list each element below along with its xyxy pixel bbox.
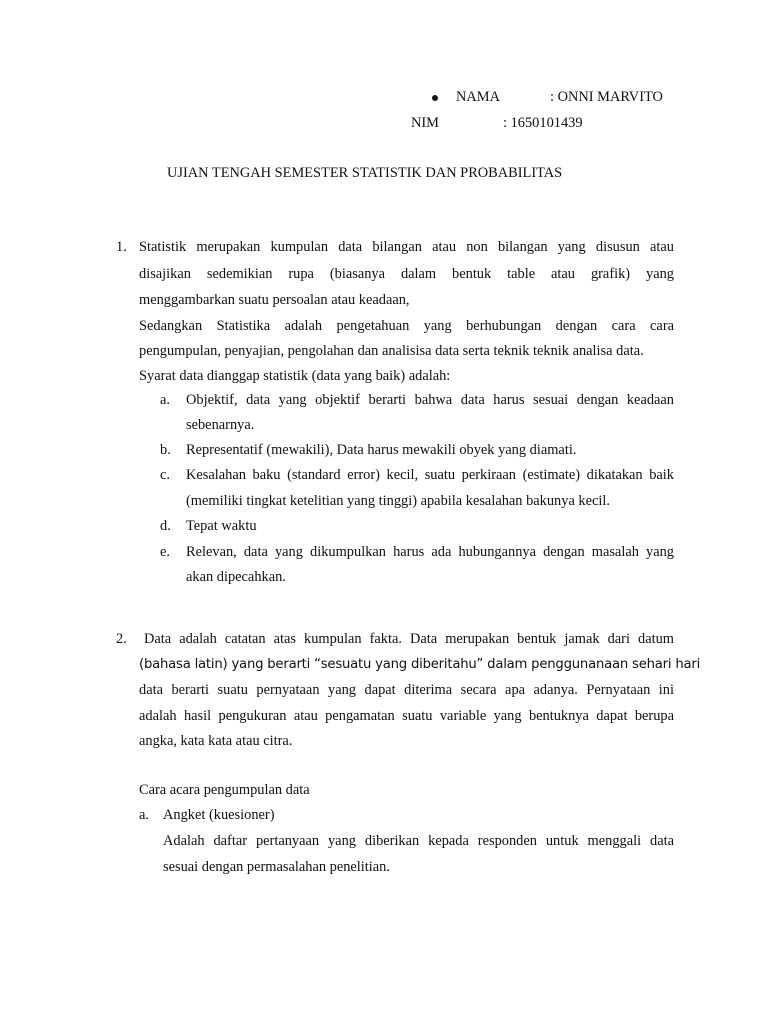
bullet-icon	[432, 95, 438, 101]
list-marker: d.	[160, 518, 171, 534]
list-marker: e.	[160, 544, 170, 560]
list-item-line: Representatif (mewakili), Data harus mewakili obyek yang diamati.	[186, 442, 577, 458]
list-item-line: (memiliki tingkat ketelitian yang tinggi) apabila kesalahan bakunya kecil.	[186, 493, 610, 509]
q1-line: disajikan sedemikian rupa (biasanya dalam bentuk table atau grafik) yang	[139, 266, 674, 282]
name-value: : ONNI MARVITO	[550, 89, 663, 105]
page-title: UJIAN TENGAH SEMESTER STATISTIK DAN PROBABILITAS	[167, 165, 563, 181]
q1-line: pengumpulan, penyajian, pengolahan dan analisisa data serta teknik teknik analisa data.	[139, 343, 644, 359]
list-marker: a.	[160, 392, 170, 408]
q1-line: menggambarkan suatu persoalan atau keadaan,	[139, 292, 410, 308]
q2-subheading: Cara acara pengumpulan data	[139, 782, 310, 798]
list-item-line: Kesalahan baku (standard error) kecil, suatu perkiraan (estimate) dikatakan baik	[186, 467, 674, 483]
list-item-line: akan dipecahkan.	[186, 569, 286, 585]
q2-line: Data adalah catatan atas kumpulan fakta. Data merupakan bentuk jamak dari datum	[144, 631, 674, 647]
q2-number: 2.	[116, 631, 127, 647]
list-item-line: sesuai dengan permasalahan penelitian.	[163, 859, 390, 875]
q1-line: Syarat data dianggap statistik (data yang baik) adalah:	[139, 368, 451, 384]
q2-line: data berarti suatu pernyataan yang dapat diterima secara apa adanya. Pernyataan ini	[139, 682, 674, 698]
list-item-line: Objektif, data yang objektif berarti bahwa data harus sesuai dengan keadaan	[186, 392, 674, 408]
list-item-line: Tepat waktu	[186, 518, 257, 534]
list-item-line: sebenarnya.	[186, 417, 255, 433]
list-marker: b.	[160, 442, 171, 458]
name-label: NAMA	[456, 89, 500, 105]
q2-line: (bahasa latin) yang berarti “sesuatu yang diberitahu” dalam penggunanaan sehari hari	[139, 657, 701, 672]
list-marker: a.	[139, 807, 149, 823]
q2-line: adalah hasil pengukuran atau pengamatan suatu variable yang bentuknya dapat berupa	[139, 708, 674, 724]
q2-line: angka, kata kata atau citra.	[139, 733, 293, 749]
nim-value: : 1650101439	[503, 115, 583, 131]
nim-label: NIM	[411, 115, 439, 131]
list-marker: c.	[160, 467, 170, 483]
q1-line: Statistik merupakan kumpulan data bilangan atau non bilangan yang disusun atau	[139, 239, 674, 255]
list-item-line: Relevan, data yang dikumpulkan harus ada hubungannya dengan masalah yang	[186, 544, 674, 560]
q1-line: Sedangkan Statistika adalah pengetahuan yang berhubungan dengan cara cara	[139, 318, 674, 334]
list-item-line: Adalah daftar pertanyaan yang diberikan kepada responden untuk menggali data	[163, 833, 674, 849]
q1-number: 1.	[116, 239, 127, 255]
list-item-title: Angket (kuesioner)	[163, 807, 275, 823]
